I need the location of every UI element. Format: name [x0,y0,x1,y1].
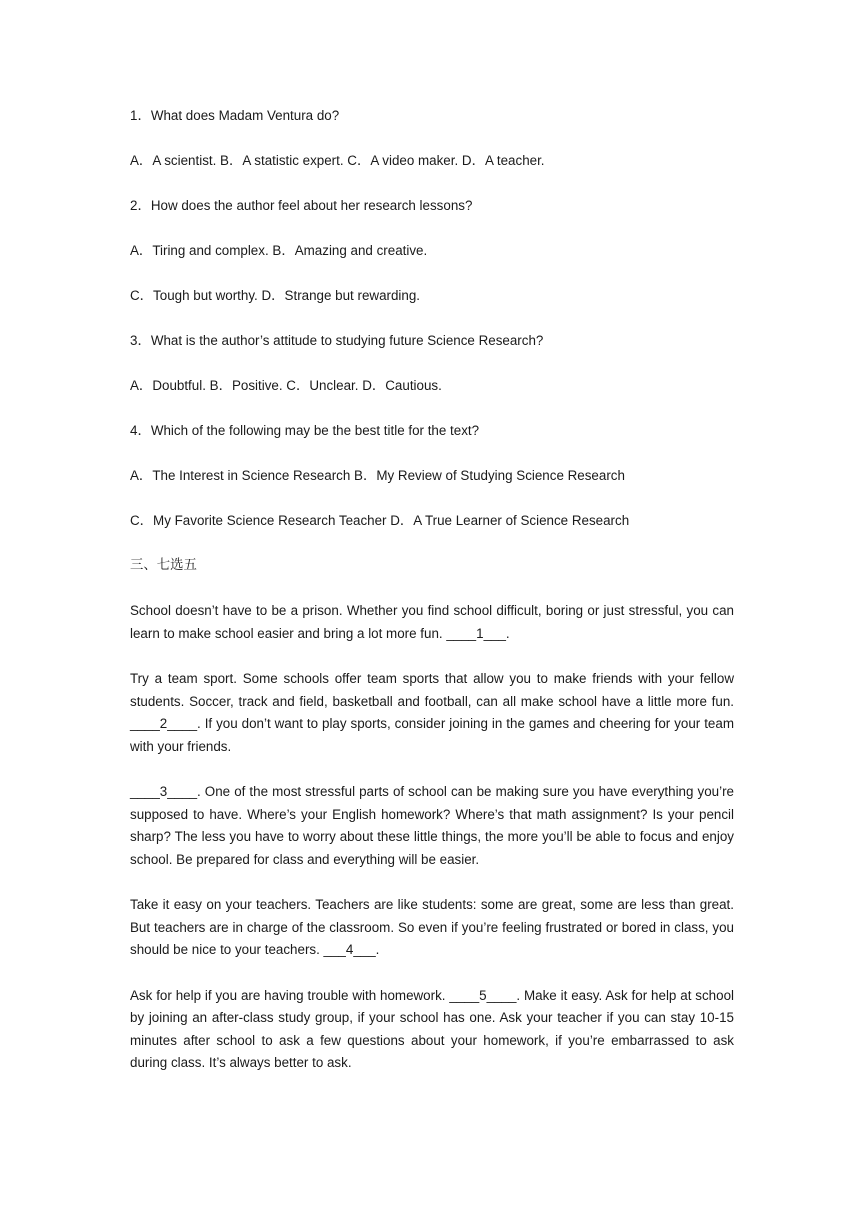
passage-paragraph: Take it easy on your teachers. Teachers are like students: some are great, some are less than great. But teachers are in charge of the classroom. So even if you’re feeling frustrated or bored in class, you should be nice to your teachers. ___4___. [130,897,734,957]
question-options: A．The Interest in Science Research B．My Review of Studying Science Research [130,468,625,483]
question-options: A．Tiring and complex. B．Amazing and creative. [130,243,428,258]
question-stem: 4．Which of the following may be the best title for the text? [130,423,480,438]
question-options: A．A scientist. B．A statistic expert. C．A video maker. D．A teacher. [130,153,545,168]
question-block-3 [130,330,734,397]
question-stem: 2．How does the author feel about her research lessons? [130,198,473,213]
passage-paragraph: School doesn’t have to be a prison. Whether you find school difficult, boring or just stressful, you can learn to make school easier and bring a lot more fun. ____1___. [130,603,734,641]
question-block-2 [130,195,734,307]
question-stem: 3．What is the author’s attitude to studying future Science Research? [130,333,544,348]
passage-paragraph: Try a team sport. Some schools offer team sports that allow you to make friends with your fellow students. Soccer, track and field, basketball and football, can all make school have a little more fun. ____2____. If you don’t want to play sports, consider joining in the games and cheering for your team with your friends. [130,671,734,754]
passage-paragraph: ____3____. One of the most stressful parts of school can be making sure you have everything you’re supposed to have. Where’s your English homework? Where’s that math assignment? Is your pencil sharp? The less you have to worry about these little things, the more you’ll be able to focus and enjoy school. Be prepared for class and everything will be easier. [130,784,734,867]
section-heading: 三、七选五 [130,558,197,573]
question-block-4 [130,420,734,532]
question-options: A．Doubtful. B．Positive. C．Unclear. D．Cautious. [130,378,442,393]
passage-paragraph: Ask for help if you are having trouble with homework. ____5____. Make it easy. Ask for help at school by joining an after-class study group, if your school has one. Ask your teacher if you can stay 10-15 minutes after school to ask a few questions about your homework, if you’re embarrassed to ask during class. It’s always better to ask. [130,987,734,1070]
question-options: C．My Favorite Science Research Teacher D．A True Learner of Science Research [130,513,630,528]
question-block-1 [130,105,734,172]
question-options: C．Tough but worthy. D．Strange but rewarding. [130,288,421,303]
document-page [130,105,734,1098]
question-stem: 1．What does Madam Ventura do? [130,108,340,123]
